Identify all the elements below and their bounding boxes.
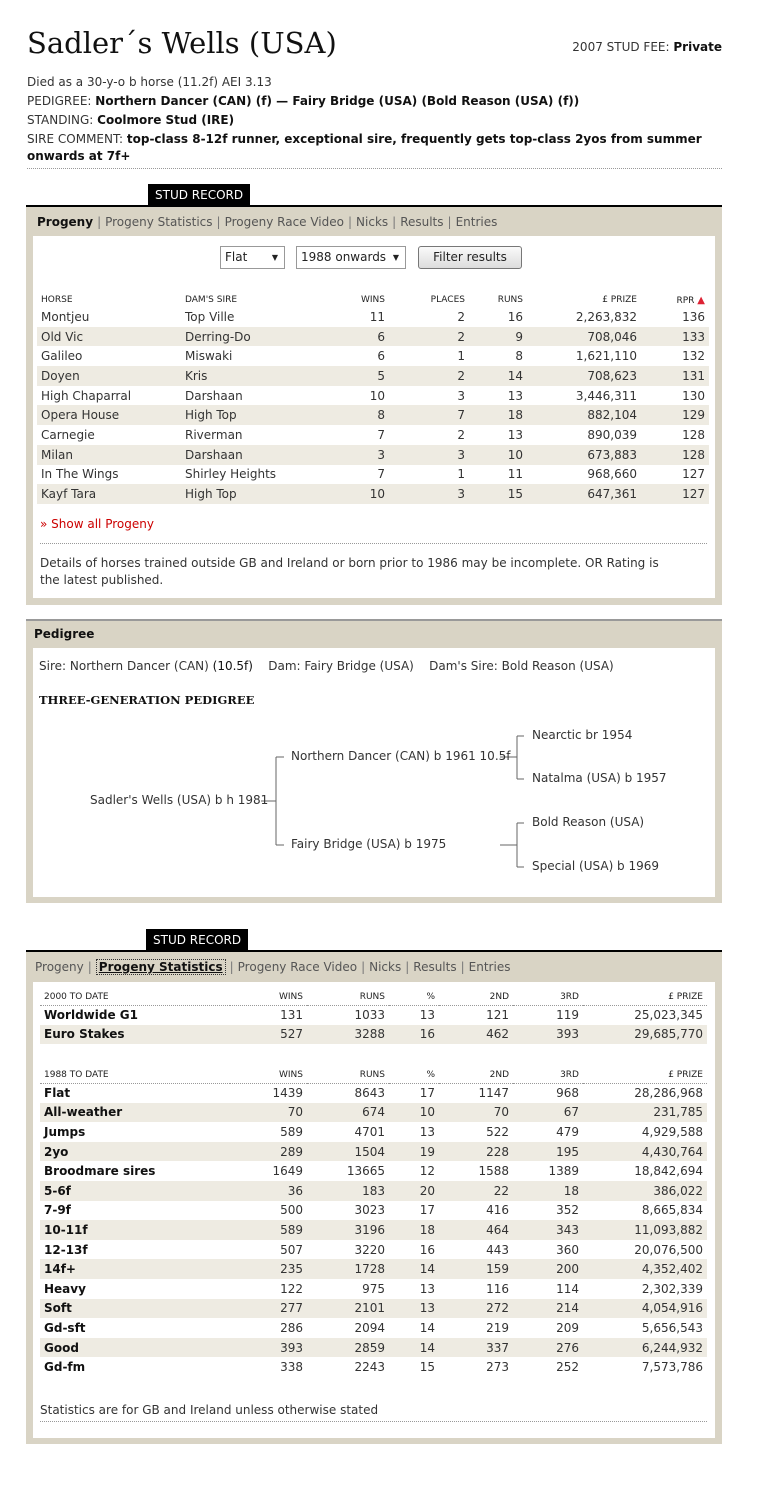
runs: 2243 [354, 1360, 385, 1375]
runs: 2094 [354, 1320, 385, 1335]
stud-fee-label: 2007 STUD FEE: [572, 40, 670, 54]
second: 1147 [478, 1086, 509, 1101]
horse-name[interactable]: Kayf Tara [37, 484, 181, 504]
stats-1988-table [40, 1067, 707, 1377]
dams-sire[interactable]: Kris [181, 366, 321, 386]
prize: 8,665,834 [641, 1203, 703, 1218]
second: 462 [439, 1025, 513, 1045]
tab-separator: | [87, 960, 92, 974]
third: 114 [556, 1281, 579, 1296]
wins: 1439 [272, 1086, 303, 1101]
second: 443 [486, 1242, 509, 1257]
column-header: % [389, 1067, 439, 1083]
wins: 11 [369, 309, 385, 324]
tab-results[interactable]: Results [413, 960, 457, 974]
places: 2 [457, 427, 465, 442]
percent: 16 [389, 1025, 439, 1045]
stats-2000-table [40, 989, 707, 1044]
dams-sire-label: Dam's Sire: [429, 659, 498, 673]
stud-record-tag: STUD RECORD [146, 929, 248, 951]
tab-separator: | [460, 960, 465, 974]
sire-value[interactable]: Northern Dancer (CAN) [69, 659, 209, 673]
standing-label: STANDING: [27, 113, 94, 127]
prize: 231,785 [583, 1103, 707, 1123]
prize: 708,046 [527, 327, 641, 347]
runs: 1033 [354, 1008, 385, 1023]
stat-label: Jumps [44, 1124, 86, 1139]
table-row [40, 1005, 707, 1025]
table-row [40, 1025, 707, 1045]
tab-separator: | [347, 215, 353, 229]
runs: 13665 [346, 1164, 385, 1179]
prize: 2,302,339 [641, 1281, 703, 1296]
rpr: 128 [641, 445, 709, 465]
sire-distance: (10.5f) [212, 659, 253, 673]
percent: 13 [419, 1008, 435, 1023]
rpr: 127 [682, 467, 705, 482]
prize: 890,039 [587, 427, 637, 442]
col-wins[interactable]: WINS [361, 295, 385, 305]
dams-sire[interactable]: Derring-Do [181, 327, 321, 347]
runs: 2101 [307, 1299, 389, 1319]
column-header: % [389, 989, 439, 1005]
second: 219 [486, 1320, 509, 1335]
column-header: RUNS [307, 989, 389, 1005]
dams-sire[interactable]: Darshaan [185, 388, 243, 403]
prize: 28,286,968 [634, 1086, 703, 1101]
stud-fee-value: Private [673, 40, 722, 54]
wins: 286 [280, 1320, 303, 1335]
runs: 3023 [354, 1203, 385, 1218]
second: 273 [486, 1360, 509, 1375]
prize: 18,842,694 [634, 1164, 703, 1179]
dams-sire[interactable]: Miswaki [185, 349, 233, 364]
table-header-row [40, 989, 707, 1005]
runs: 1728 [307, 1259, 389, 1279]
divider [40, 1421, 707, 1422]
third: 479 [556, 1124, 579, 1139]
tab-separator: | [405, 960, 410, 974]
percent: 17 [419, 1086, 435, 1101]
horse-name[interactable]: In The Wings [41, 467, 119, 482]
stat-label: Flat [44, 1086, 71, 1101]
percent: 14 [389, 1259, 439, 1279]
page-title: Sadler´s Wells (USA) [27, 26, 337, 60]
wins: 507 [280, 1242, 303, 1257]
pedigree-heading: Pedigree [34, 627, 95, 641]
rpr: 128 [682, 427, 705, 442]
column-header: 3RD [513, 989, 583, 1005]
tab-progeny-race-video[interactable]: Progeny Race Video [237, 960, 358, 974]
sire-comment-label: SIRE COMMENT: [27, 132, 124, 146]
rpr: 127 [641, 484, 709, 504]
prize: 708,623 [527, 366, 641, 386]
col-rpr-label: RPR [676, 295, 695, 306]
horse-name[interactable]: Doyen [37, 366, 181, 386]
runs: 15 [469, 484, 527, 504]
third: 393 [513, 1025, 583, 1045]
column-header: WINS [230, 989, 307, 1005]
three-generation-title: THREE-GENERATION PEDIGREE [39, 693, 255, 707]
col-dams-sire[interactable]: DAM'S SIRE [185, 295, 238, 305]
stat-label: 12-13f [44, 1242, 88, 1257]
wins: 6 [321, 327, 389, 347]
section-header: 1988 TO DATE [40, 1067, 230, 1083]
tab-progeny[interactable]: Progeny [35, 960, 84, 974]
table-header-row [40, 1067, 707, 1083]
col-horse[interactable]: HORSE [41, 295, 73, 305]
dams-sire[interactable]: High Top [181, 405, 321, 425]
third: 1389 [548, 1164, 579, 1179]
dams-sire[interactable]: Riverman [185, 427, 243, 442]
horse-name[interactable]: Carnegie [41, 427, 95, 442]
runs: 3288 [307, 1025, 389, 1045]
runs: 183 [307, 1181, 389, 1201]
rpr: 131 [641, 366, 709, 386]
second: 1588 [478, 1164, 509, 1179]
percent: 12 [419, 1164, 435, 1179]
third: 195 [513, 1142, 583, 1162]
percent: 18 [389, 1220, 439, 1240]
third: 360 [556, 1242, 579, 1257]
column-header: 2ND [439, 1067, 513, 1083]
wins: 235 [230, 1259, 307, 1279]
third: 968 [556, 1086, 579, 1101]
horse-name[interactable]: Old Vic [37, 327, 181, 347]
show-all-progeny-label: Show all Progeny [51, 517, 154, 531]
triangle-down-icon: ▼ [392, 253, 399, 262]
second: 121 [486, 1008, 509, 1023]
wins: 527 [230, 1025, 307, 1045]
runs: 8 [515, 349, 523, 364]
tab-results[interactable]: Results [400, 215, 444, 229]
second: 464 [439, 1220, 513, 1240]
percent: 13 [419, 1281, 435, 1296]
pedigree-dam-sire[interactable]: Bold Reason (USA) [532, 815, 645, 829]
dam-label: Dam: [268, 659, 301, 673]
col-places[interactable]: PLACES [430, 295, 465, 305]
dams-sire[interactable]: High Top [181, 484, 321, 504]
rpr: 130 [682, 388, 705, 403]
runs: 13 [507, 388, 523, 403]
stat-label: Heavy [44, 1281, 86, 1296]
pedigree-dam-dam[interactable]: Special (USA) b 1969 [532, 859, 660, 873]
table-row [40, 1201, 707, 1221]
table-row [40, 1220, 707, 1240]
runs: 1504 [307, 1142, 389, 1162]
rpr: 129 [641, 405, 709, 425]
tab-separator: | [229, 960, 234, 974]
horse-name[interactable]: Galileo [41, 349, 83, 364]
pedigree-sire-dam[interactable]: Natalma (USA) b 1957 [532, 771, 667, 785]
tab-entries[interactable]: Entries [455, 215, 498, 229]
progeny-note: Details of horses trained outside GB and Ireland or born prior to 1986 may be incomplete. OR Rating is the latest published. [40, 556, 659, 587]
table-row [40, 1357, 707, 1377]
column-header: £ PRIZE [583, 989, 707, 1005]
places: 2 [389, 366, 469, 386]
percent: 15 [419, 1360, 435, 1375]
wins: 277 [230, 1299, 307, 1319]
places: 3 [389, 484, 469, 504]
wins: 1649 [272, 1164, 303, 1179]
stat-label: Gd-sft [44, 1320, 86, 1335]
places: 2 [457, 309, 465, 324]
prize: 4,929,588 [641, 1124, 703, 1139]
table-row [40, 1259, 707, 1279]
stat-label: 2yo [40, 1142, 230, 1162]
dams-sire[interactable]: Top Ville [185, 309, 235, 324]
triangle-down-icon: ▼ [271, 253, 278, 262]
stat-label: All-weather [40, 1103, 230, 1123]
stat-label: Worldwide G1 [44, 1008, 138, 1023]
runs: 975 [362, 1281, 385, 1296]
second: 70 [439, 1103, 513, 1123]
second: 337 [439, 1338, 513, 1358]
wins: 338 [280, 1360, 303, 1375]
second: 416 [486, 1203, 509, 1218]
prize: 7,573,786 [641, 1360, 703, 1375]
sire-comment-value: top-class 8-12f runner, exceptional sire, frequently gets top-class 2yos from summer onwards at 7f+ [27, 132, 702, 163]
stat-label: 14f+ [40, 1259, 230, 1279]
wins: 131 [280, 1008, 303, 1023]
second: 159 [439, 1259, 513, 1279]
third: 252 [556, 1360, 579, 1375]
places: 1 [457, 349, 465, 364]
runs: 18 [469, 405, 527, 425]
table-row [40, 1318, 707, 1338]
percent: 13 [419, 1124, 435, 1139]
wins: 7 [377, 427, 385, 442]
prize: 25,023,345 [634, 1008, 703, 1023]
column-header: RUNS [307, 1067, 389, 1083]
sire-label: Sire: [39, 659, 67, 673]
table-row [40, 1142, 707, 1162]
tab-separator: | [447, 215, 452, 229]
prize: 968,660 [587, 467, 637, 482]
horse-name[interactable]: Opera House [37, 405, 181, 425]
standing-value: Coolmore Stud (IRE) [97, 113, 235, 127]
dams-sire[interactable]: Darshaan [181, 445, 321, 465]
horse-name[interactable]: Milan [37, 445, 181, 465]
rpr: 133 [641, 327, 709, 347]
wins: 289 [230, 1142, 307, 1162]
stat-label: 10-11f [40, 1220, 230, 1240]
table-row [40, 1181, 707, 1201]
percent: 13 [389, 1299, 439, 1319]
tab-separator: | [216, 215, 221, 229]
prize: 673,883 [527, 445, 641, 465]
tab-progeny[interactable]: Progeny [37, 215, 94, 229]
section-header: 2000 TO DATE [40, 989, 230, 1005]
third: 343 [513, 1220, 583, 1240]
tab-entries[interactable]: Entries [468, 960, 511, 974]
prize: 3,446,311 [575, 388, 637, 403]
double-chevron-right-icon: » [40, 517, 48, 531]
rpr: 132 [682, 349, 705, 364]
table-row [40, 1338, 707, 1358]
horse-name[interactable]: Montjeu [41, 309, 90, 324]
stat-label: 7-9f [44, 1203, 71, 1218]
prize: 4,352,402 [583, 1259, 707, 1279]
pedigree-label: PEDIGREE: [27, 94, 92, 108]
runs: 3196 [307, 1220, 389, 1240]
col-runs[interactable]: RUNS [497, 295, 523, 305]
tab-progeny-statistics[interactable]: Progeny Statistics [96, 959, 226, 975]
prize: 5,656,543 [641, 1320, 703, 1335]
second: 272 [439, 1299, 513, 1319]
stat-label: Euro Stakes [40, 1025, 230, 1045]
percent: 14 [419, 1320, 435, 1335]
third: 276 [513, 1338, 583, 1358]
pedigree-root: Sadler's Wells (USA) b h 1981 [90, 793, 269, 807]
prize: 6,244,932 [583, 1338, 707, 1358]
places: 3 [457, 388, 465, 403]
wins: 70 [230, 1103, 307, 1123]
table-row [40, 1083, 707, 1103]
third: 214 [513, 1299, 583, 1319]
prize: 647,361 [527, 484, 641, 504]
col-prize[interactable]: £ PRIZE [602, 295, 637, 305]
column-header: WINS [230, 1067, 307, 1083]
prize: 11,093,882 [583, 1220, 707, 1240]
places: 1 [457, 467, 465, 482]
dams-sire[interactable]: Shirley Heights [185, 467, 277, 482]
pedigree-sire-sire[interactable]: Nearctic br 1954 [532, 728, 633, 742]
race-type-value: Flat [225, 250, 248, 264]
stud-record-tag: STUD RECORD [148, 184, 250, 206]
percent: 19 [389, 1142, 439, 1162]
pedigree-dam[interactable]: Fairy Bridge (USA) b 1975 [291, 837, 447, 851]
table-row [40, 1103, 707, 1123]
second: 22 [439, 1181, 513, 1201]
table-row [40, 1279, 707, 1299]
runs: 674 [307, 1103, 389, 1123]
column-header: 3RD [513, 1067, 583, 1083]
prize: 2,263,832 [575, 309, 637, 324]
places: 3 [389, 445, 469, 465]
places: 2 [389, 327, 469, 347]
wins: 7 [377, 467, 385, 482]
pedigree-value: Northern Dancer (CAN) (f) — Fairy Bridge (USA) (Bold Reason (USA) (f)) [95, 94, 580, 108]
prize: 29,685,770 [583, 1025, 707, 1045]
wins: 6 [377, 349, 385, 364]
pedigree-sire[interactable]: Northern Dancer (CAN) b 1961 10.5f [291, 749, 511, 763]
table-row [40, 1299, 707, 1319]
horse-name[interactable]: High Chaparral [41, 388, 132, 403]
dam-value[interactable]: Fairy Bridge (USA) [304, 659, 414, 673]
prize: 882,104 [527, 405, 641, 425]
wins: 589 [280, 1124, 303, 1139]
statistics-note: Statistics are for GB and Ireland unless otherwise stated [40, 1403, 379, 1417]
percent: 10 [389, 1103, 439, 1123]
column-header: 2ND [439, 989, 513, 1005]
runs: 4701 [354, 1124, 385, 1139]
wins: 500 [280, 1203, 303, 1218]
prize: 20,076,500 [634, 1242, 703, 1257]
runs: 10 [469, 445, 527, 465]
runs: 8643 [354, 1086, 385, 1101]
places: 7 [389, 405, 469, 425]
tab-progeny-statistics[interactable]: Progeny Statistics [105, 215, 213, 229]
tab-nicks[interactable]: Nicks [369, 960, 402, 974]
second: 522 [486, 1124, 509, 1139]
wins: 3 [321, 445, 389, 465]
died-line: Died as a 30-y-o b horse (11.2f) AEI 3.13 [27, 75, 272, 89]
prize: 4,054,916 [583, 1299, 707, 1319]
dams-sire-value[interactable]: Bold Reason (USA) [501, 659, 614, 673]
second: 116 [486, 1281, 509, 1296]
filter-results-button[interactable]: Filter results [418, 246, 522, 269]
stat-label: 5-6f [40, 1181, 230, 1201]
third: 352 [556, 1203, 579, 1218]
table-row [40, 1240, 707, 1260]
prize: 386,022 [583, 1181, 707, 1201]
stat-label: Broodmare sires [44, 1164, 156, 1179]
percent: 16 [419, 1242, 435, 1257]
wins: 589 [230, 1220, 307, 1240]
runs: 16 [507, 309, 523, 324]
period-value: 1988 onwards [301, 250, 387, 264]
runs: 13 [507, 427, 523, 442]
wins: 8 [321, 405, 389, 425]
third: 18 [513, 1181, 583, 1201]
stat-label: Soft [40, 1299, 230, 1319]
third: 67 [513, 1103, 583, 1123]
third: 200 [513, 1259, 583, 1279]
tab-nicks[interactable]: Nicks [356, 215, 389, 229]
runs: 9 [469, 327, 527, 347]
tab-separator: | [97, 215, 102, 229]
wins: 122 [280, 1281, 303, 1296]
third: 119 [556, 1008, 579, 1023]
tab-progeny-race-video[interactable]: Progeny Race Video [224, 215, 344, 229]
table-row [40, 1161, 707, 1181]
prize: 4,430,764 [583, 1142, 707, 1162]
percent: 20 [389, 1181, 439, 1201]
runs: 11 [507, 467, 523, 482]
tab-bar [35, 960, 510, 974]
percent: 14 [389, 1338, 439, 1358]
wins: 10 [369, 388, 385, 403]
stat-label: Gd-fm [44, 1360, 86, 1375]
sort-up-arrow-icon: ▲ [697, 294, 705, 306]
third: 209 [556, 1320, 579, 1335]
column-header: £ PRIZE [583, 1067, 707, 1083]
wins: 393 [230, 1338, 307, 1358]
wins: 36 [230, 1181, 307, 1201]
runs: 14 [469, 366, 527, 386]
tab-separator: | [361, 960, 366, 974]
tab-separator: | [392, 215, 397, 229]
wins: 5 [321, 366, 389, 386]
wins: 10 [321, 484, 389, 504]
prize: 1,621,110 [575, 349, 637, 364]
stat-label: Good [40, 1338, 230, 1358]
table-row [40, 1122, 707, 1142]
second: 228 [439, 1142, 513, 1162]
percent: 17 [419, 1203, 435, 1218]
rpr: 136 [682, 309, 705, 324]
runs: 2859 [307, 1338, 389, 1358]
runs: 3220 [354, 1242, 385, 1257]
